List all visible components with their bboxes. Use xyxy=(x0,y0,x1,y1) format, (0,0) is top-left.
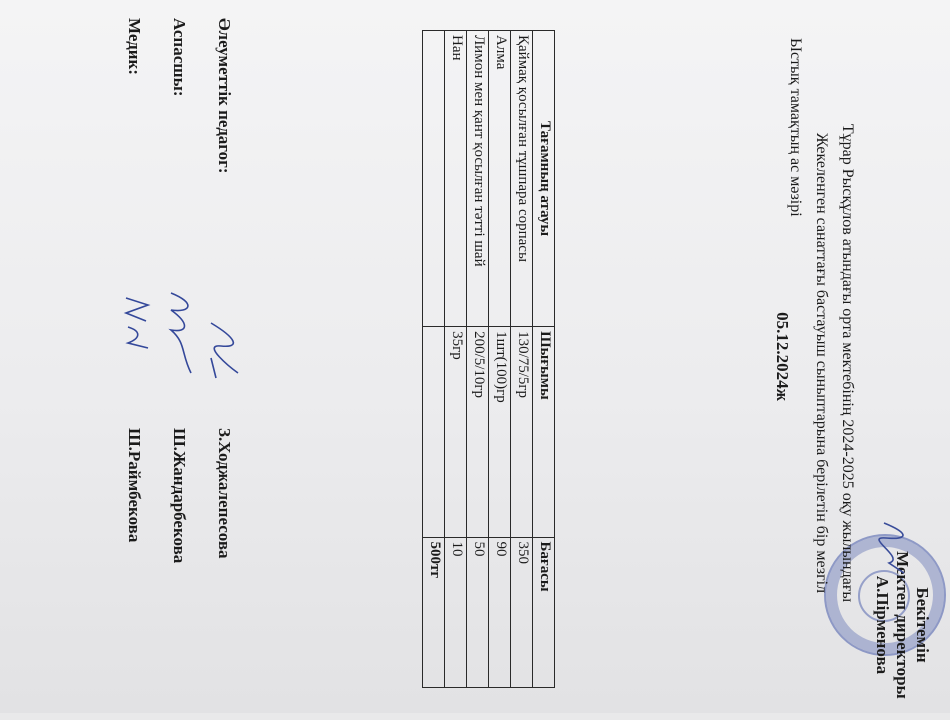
handwritten-signature xyxy=(201,318,246,388)
cell-empty xyxy=(423,327,445,537)
cell-empty xyxy=(423,31,445,327)
table-total-row xyxy=(423,31,445,688)
signatures-block xyxy=(99,18,234,698)
signature-role: Медик: xyxy=(125,18,144,75)
signature-name: Ш.Раймбекова xyxy=(125,428,144,543)
approval-word: Бекітемін xyxy=(913,587,932,663)
cell-name: Лимон мен қант қосылған тәтті шай xyxy=(467,31,489,327)
cell-name: Алма xyxy=(489,31,511,327)
cell-name: Қаймақ қосылған тұшпара сорпасы xyxy=(511,31,533,327)
header-line-1: Тұрар Рысқұлов атындағы орта мектебінің 2024-2025 оқу жылындағы xyxy=(839,123,856,603)
signature-name: З.Ходжалепесова xyxy=(215,428,234,559)
approval-name: А.Пірменова xyxy=(873,575,892,675)
cell-price: 350 xyxy=(511,537,533,688)
cell-price: 50 xyxy=(467,537,489,688)
table-row xyxy=(445,31,467,688)
col-header-name: Тағамның атауы xyxy=(533,31,555,327)
table-header-row xyxy=(533,31,555,688)
cell-name: Нан xyxy=(445,31,467,327)
cell-output: 1шт(100)гр xyxy=(489,327,511,537)
total-price: 500тг xyxy=(423,537,445,688)
approval-block xyxy=(872,530,932,720)
table-row xyxy=(467,31,489,688)
handwritten-signature xyxy=(156,288,201,378)
signature-row xyxy=(99,18,144,698)
handwritten-signature xyxy=(116,293,156,353)
signature-name: Ш.Жандарбекова xyxy=(170,428,189,564)
header-line-3: Ыстық тамақтың ас мәзірі xyxy=(787,38,804,217)
cell-output: 130/75/5гр xyxy=(511,327,533,537)
col-header-price: Бағасы xyxy=(533,537,555,688)
table-row xyxy=(489,31,511,688)
signature-role: Аспасшы: xyxy=(170,18,189,97)
director-signature xyxy=(874,518,914,578)
cell-price: 10 xyxy=(445,537,467,688)
approval-position: Мектеп директоры xyxy=(893,551,912,699)
signature-row xyxy=(144,18,189,698)
cell-output: 35гр xyxy=(445,327,467,537)
cell-output: 200/5/10гр xyxy=(467,327,489,537)
signature-role: Әлеуметтік педагог: xyxy=(215,18,234,174)
table-row xyxy=(511,31,533,688)
header-line-2: Жекеленген санаттағы бастауыш сыныптарына берілетін бір мезгіл xyxy=(813,132,830,594)
menu-date: 05.12.2024ж xyxy=(773,312,792,401)
col-header-output: Шығымы xyxy=(533,327,555,537)
cell-price: 90 xyxy=(489,537,511,688)
menu-table xyxy=(422,30,555,688)
